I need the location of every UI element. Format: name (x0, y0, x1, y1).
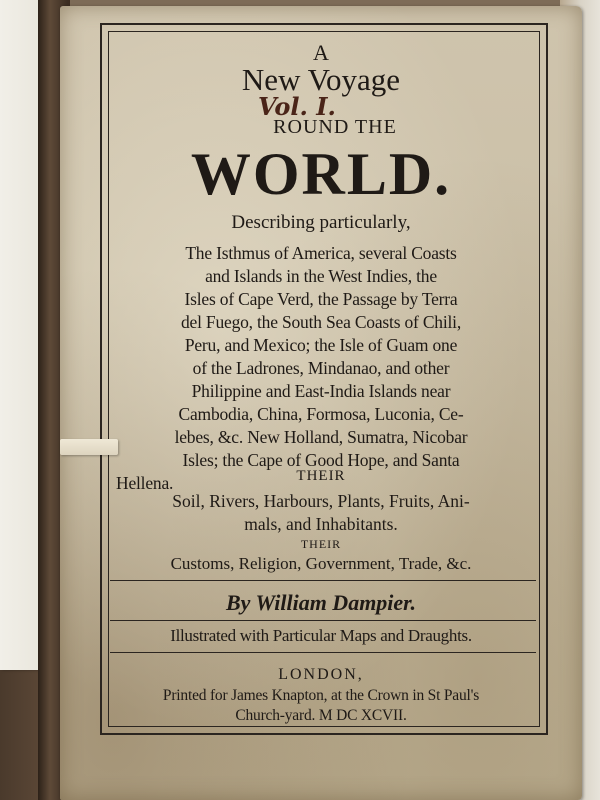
description-line: Hellena. (116, 473, 174, 493)
title-line-round-the: ROUND THE (273, 116, 397, 138)
imprint-city: LONDON, (278, 666, 364, 683)
description-line: Isles of Cape Verd, the Passage by Terra (184, 289, 458, 309)
handwritten-volume-note: Vol. I. (258, 92, 336, 121)
illustrated-line: Illustrated with Particular Maps and Draughts. (170, 626, 472, 645)
description-line: Peru, and Mexico; the Isle of Guam one (184, 335, 458, 355)
title-line-new-voyage: New Voyage (241, 62, 401, 97)
imprint-line: Printed for James Knapton, at the Crown in St Paul's (162, 687, 480, 704)
description-line: Philippine and East-India Islands near (191, 381, 451, 401)
description-block (60, 242, 582, 495)
imprint-line: Church-yard. M DC XCVII. (235, 707, 407, 724)
soil-line: mals, and Inhabitants. (244, 514, 398, 534)
description-line: The Isthmus of America, several Coasts (185, 243, 457, 263)
description-line: lebes, &c. New Holland, Sumatra, Nicobar (174, 427, 468, 447)
paper-slip-bookmark (60, 439, 118, 455)
divider-rule (110, 652, 536, 653)
divider-rule (110, 620, 536, 621)
title-page (60, 6, 582, 800)
description-line: Isles; the Cape of Good Hope, and Santa (182, 450, 460, 470)
description-line: of the Ladrones, Mindanao, and other (192, 358, 450, 378)
soil-block (60, 490, 582, 536)
author-line: By William Dampier. (225, 590, 417, 615)
title-line-world: WORLD. (190, 141, 452, 207)
customs-line: Customs, Religion, Government, Trade, &c. (170, 554, 472, 573)
divider-rule (110, 580, 536, 581)
soil-line: Soil, Rivers, Harbours, Plants, Fruits, Ani- (172, 491, 470, 511)
their-heading-2: THEIR (300, 537, 342, 551)
title-line-a: A (313, 40, 329, 65)
description-line: del Fuego, the South Sea Coasts of Chili, (180, 312, 462, 332)
imprint-block (60, 686, 582, 726)
describing-line: Describing particularly, (231, 212, 411, 233)
their-heading-1: THEIR (296, 468, 346, 484)
description-line: Cambodia, China, Formosa, Luconia, Ce- (178, 404, 464, 424)
description-line: and Islands in the West Indies, the (205, 266, 437, 286)
